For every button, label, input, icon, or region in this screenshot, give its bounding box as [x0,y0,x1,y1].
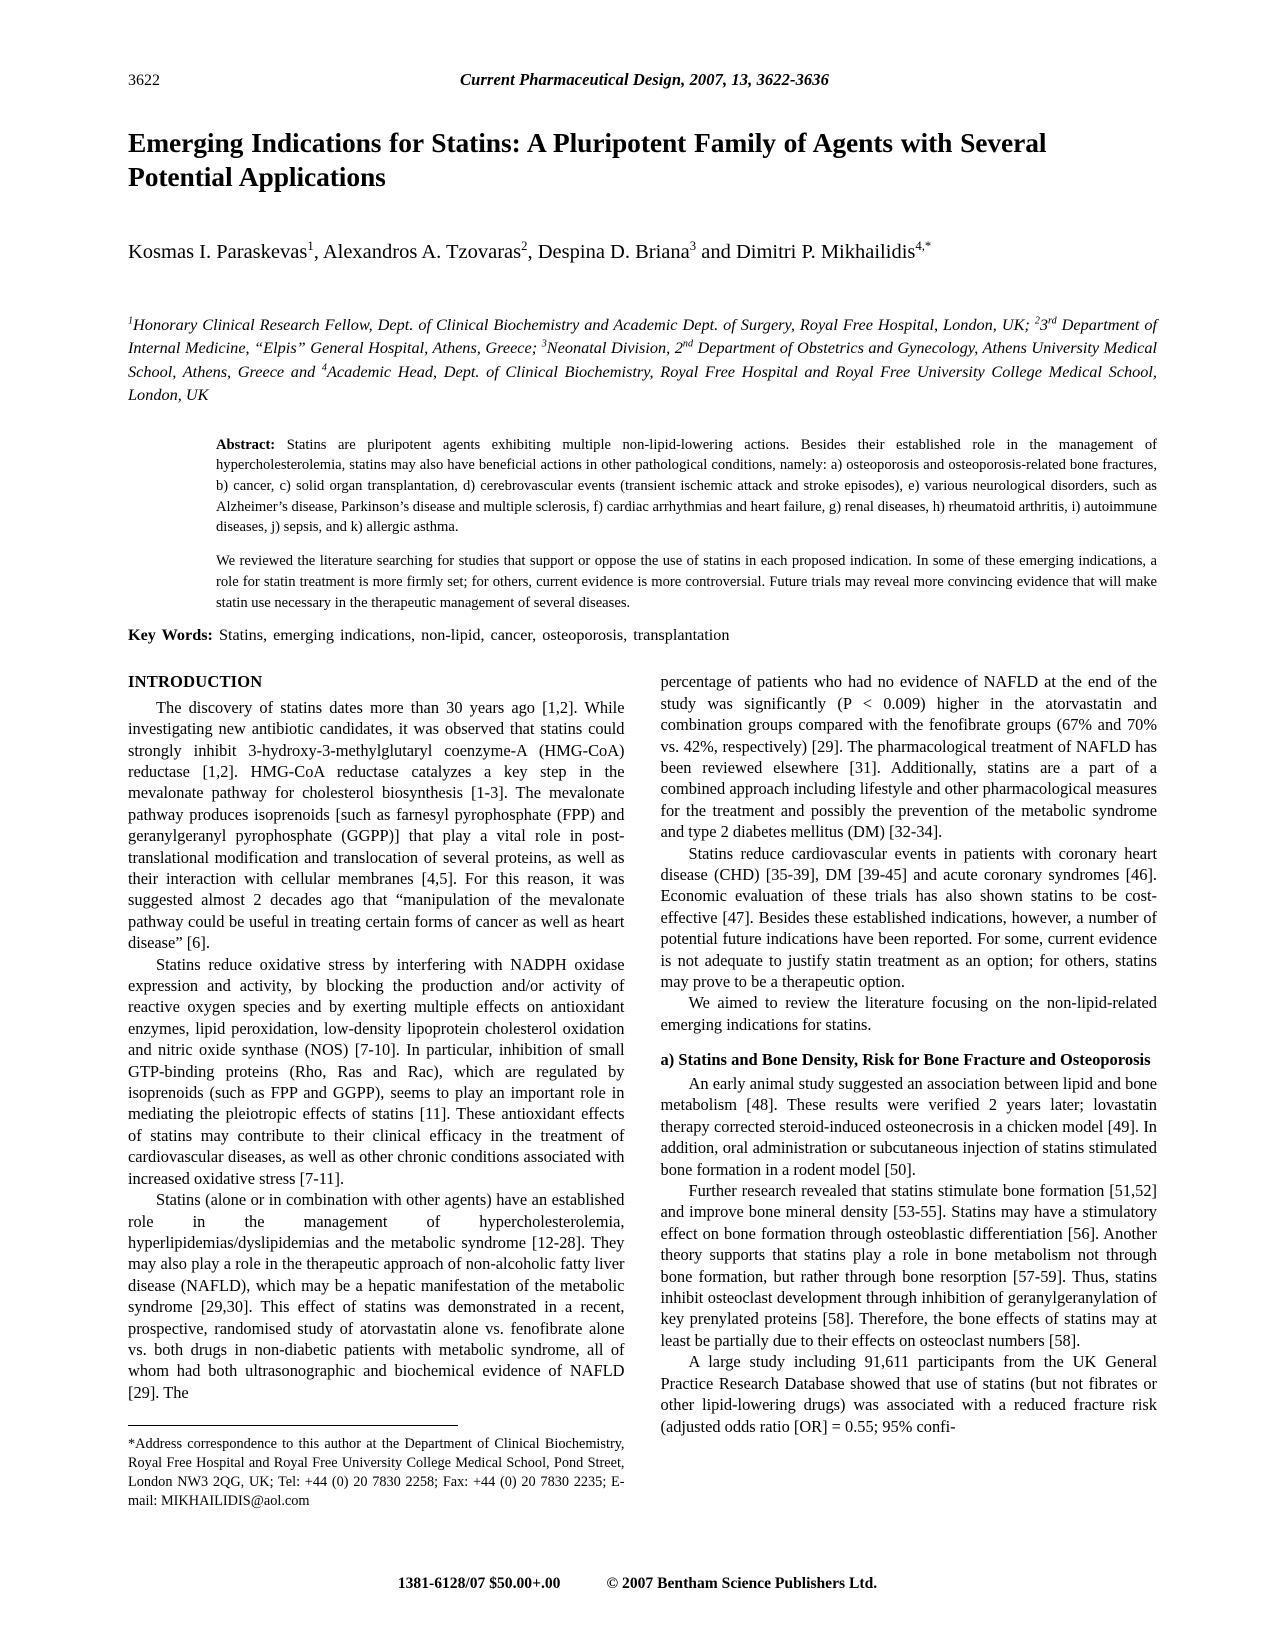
keywords-line [128,626,1157,645]
page-folio-number: 3622 [128,72,160,89]
right-column-paragraph-2: Statins reduce cardiovascular events in patients with coronary heart disease (CHD) [35-39], DM [39-45] and acute coronary syndromes [46]. Economic evaluation of these trials has also shown statins to be cost-effective [47]. Besides these established indications, however, a number of potential future indications have been reported. For some, current evidence is not adequate to justify statin treatment as an option; for others, statins may prove to be a therapeutic option. [660,843,1157,992]
author-list [128,239,1157,267]
left-column-paragraph-2: Statins reduce oxidative stress by interfering with NADPH oxidase expression and activity, by blocking the production and/or activity of reactive oxygen species and by exerting multiple effects on antioxidant enzymes, lipid peroxidation, low-density lipoprotein cholesterol oxidation and nitric oxide synthase (NOS) [7-10]. In particular, inhibition of small GTP-binding proteins (Rho, Ras and Rac), which are regulated by isoprenoids (such as FPP and GGPP), seems to play an important role in mediating the pleiotropic effects of statins [11]. These antioxidant effects of statins may contribute to their clinical efficacy in the treatment of cardiovascular diseases, as well as other chronic conditions associated with increased oxidative stress [7-11]. [128,954,625,1188]
right-column-paragraph-1: percentage of patients who had no evidence of NAFLD at the end of the study was significantly (P < 0.009) higher in the atorvastatin and combination groups compared with the fenofibrate groups (67% and 70% vs. 42%, respectively) [29]. The pharmacological treatment of NAFLD has been reviewed elsewhere [31]. Additionally, statins are a part of a combined approach including lifestyle and other pharmacological measures for the treatment and possibly the prevention of the metabolic syndrome and type 2 diabetes mellitus (DM) [32-34]. [660,672,1157,842]
author-3-name: Despina D. Briana [537,241,690,264]
author-affiliations [128,313,1157,407]
affiliation-1-text: Honorary Clinical Research Fellow, Dept. of Clinical Biochemistry and Academic Dept. of Surgery, Royal Free Hospital, London, UK; [133,314,1035,334]
affiliation-2-ordinal: 3 [1039,314,1049,334]
abstract-block [216,435,1157,614]
subsection-heading-bone-density: a) Statins and Bone Density, Risk for Bone Fracture and Osteoporosis [660,1050,1151,1070]
issn-price-line: 1381-6128/07 $50.00+.00 [397,1575,561,1592]
keywords-label: Key Words: [128,626,213,645]
author-separator-2: , [527,241,538,264]
running-head [128,70,1157,90]
affiliation-marker-2: 2 [1034,315,1040,327]
abstract-paragraph-2: We reviewed the literature searching for studies that support or oppose the use of statins in each proposed indication. In some of these emerging indications, a role for statin treatment is more firmly set; for others, current evidence is more controversial. Future trials may reveal more convincing evidence that will make statin use necessary in the therapeutic management of several diseases. [216,553,1157,611]
footnote-separator-rule [128,1425,458,1426]
keywords-value: Statins, emerging indications, non-lipid, cancer, osteoporosis, transplantation [212,626,730,645]
article-title [128,126,1157,193]
author-2-name: Alexandros A. Tzovaras [322,241,522,264]
author-2-affiliation-marker: 2 [521,239,528,254]
affiliation-3-text-cont: Department of Obstetrics and Gynecology, Athens University Medical School, Athens, Greece and [128,338,1158,381]
right-column [661,671,1158,1511]
affiliation-marker-4: 4 [321,362,327,374]
author-3-affiliation-marker: 3 [689,239,697,254]
article-title-line-2: Potential Applications [128,160,386,192]
author-1-name: Kosmas I. Paraskevas [128,241,308,264]
left-column-paragraph-1: The discovery of statins dates more than 30 years ago [1,2]. While investigating new antibiotic candidates, it was observed that statins could strongly inhibit 3-hydroxy-3-methylglutaryl coenzyme-A (HMG-CoA) reductase [1,2]. HMG-CoA reductase catalyzes a key step in the mevalonate pathway for cholesterol biosynthesis [1-3]. The mevalonate pathway produces isoprenoids [such as farnesyl pyrophosphate (FPP) and geranylgeranyl pyrophosphate (GGPP)] that play a vital role in post-translational modification and translocation of several proteins, as well as their interaction with cellular membranes [4,5]. For this reason, it was suggested almost 2 decades ago that “manipulation of the mevalonate pathway could be useful in treating certain forms of cancer as well as heart disease” [6]. [128,697,625,953]
affiliation-marker-3: 3 [541,338,547,350]
abstract-paragraph-1-text: Statins are pluripotent agents exhibiting multiple non-lipid-lowering actions. Besides their established role in the management of hypercholesterolemia, statins may also have beneficial actions in other pathological conditions, namely: a) osteoporosis and osteoporosis-related bone fractures, b) cancer, c) solid organ transplantation, d) cerebrovascular events (transient ischemic attack and stroke episodes), e) various neurological disorders, such as Alzheimer’s disease, Parkinson’s disease and multiple sclerosis, f) cardiac arrhythmias and heart failure, g) renal diseases, h) rheumatoid arthritis, i) autoimmune diseases, j) sepsis, and k) allergic asthma. [216,436,1157,536]
affiliation-2-text: Department of Internal Medicine, “Elpis” General Hospital, Athens, Greece; [128,314,1157,358]
affiliation-marker-1: 1 [128,315,134,327]
affiliation-3-text: Neonatal Division, 2 [546,338,683,358]
abstract-paragraph-1 [216,435,1157,539]
right-column-paragraph-5: Further research revealed that statins stimulate bone formation [51,52] and improve bone mineral density [53-55]. Statins may have a stimulatory effect on bone formation through osteoblastic differentiation [56]. Another theory supports that statins play a role in bone metabolism not through bone formation, but rather through bone resorption [57-59]. Thus, statins inhibit osteoclast development through inhibition of geranylgeranylation of key prenylated proteins [58]. Therefore, the bone effects of statins may at least be partially due to their effects on osteoclast numbers [58]. [660,1181,1157,1350]
affiliation-4-text: Academic Head, Dept. of Clinical Biochemistry, Royal Free Hospital and Royal Free University College Medical School, London, UK [128,361,1158,405]
journal-citation-line: Current Pharmaceutical Design, 2007, 13, 3622-3636 [460,70,829,89]
left-column-paragraph-3: Statins (alone or in combination with other agents) have an established role in the management of hypercholesterolemia, hyperlipidemias/dyslipidemias and the metabolic syndrome [12-28]. They may also play a role in the therapeutic approach of non-alcoholic fatty liver disease (NAFLD), which may be a hepatic manifestation of the metabolic syndrome [29,30]. This effect of statins was demonstrated in a recent, prospective, randomised study of atorvastatin alone vs. fenofibrate alone vs. both drugs in non-diabetic patients with metabolic syndrome, all of whom had both ultrasonographic and biochemical evidence of NAFLD [29]. The [128,1190,625,1402]
left-column [128,671,625,1511]
correspondence-footnote: *Address correspondence to this author at the Department of Clinical Biochemistry, Royal Free Hospital and Royal Free University College Medical School, Pond Street, London NW3 2QG, UK; Tel: +44 (0) 20 7830 2258; Fax: +44 (0) 20 7830 2235; E-mail: MIKHAILIDIS@aol.com [128,1436,625,1510]
affiliation-2-ordinal-suffix: rd [1048,315,1057,327]
right-column-paragraph-3: We aimed to review the literature focusing on the non-lipid-related emerging indications for statins. [660,993,1157,1034]
author-separator-1: , [313,241,323,264]
author-4-name: Dimitri P. Mikhailidis [735,241,916,264]
author-1-affiliation-marker: 1 [307,239,314,254]
article-title-line-1: Emerging Indications for Statins: A Pluripotent Family of Agents with Several [128,127,1047,158]
author-4-affiliation-marker: 4,* [915,239,932,254]
page-footer [0,1575,1275,1593]
author-separator-3: and [696,241,736,264]
section-heading-introduction: INTRODUCTION [128,672,263,692]
right-column-paragraph-6: A large study including 91,611 participants from the UK General Practice Research Database showed that use of statins (but not fibrates or other lipid-lowering drugs) was associated with a reduced fracture risk (adjusted odds ratio [OR] = 0.55; 95% confi- [660,1352,1157,1436]
abstract-label: Abstract: [216,436,276,453]
copyright-line: © 2007 Bentham Science Publishers Ltd. [606,1575,878,1592]
two-column-body [128,671,1157,1511]
right-column-paragraph-4: An early animal study suggested an association between lipid and bone metabolism [48]. These results were verified 2 years later; lovastatin therapy corrected steroid-induced osteonecrosis in a chicken model [49]. In addition, oral administration or subcutaneous injection of statins stimulated bone formation in a rodent model [50]. [660,1074,1157,1179]
affiliation-3-ordinal-suffix: nd [682,338,693,350]
